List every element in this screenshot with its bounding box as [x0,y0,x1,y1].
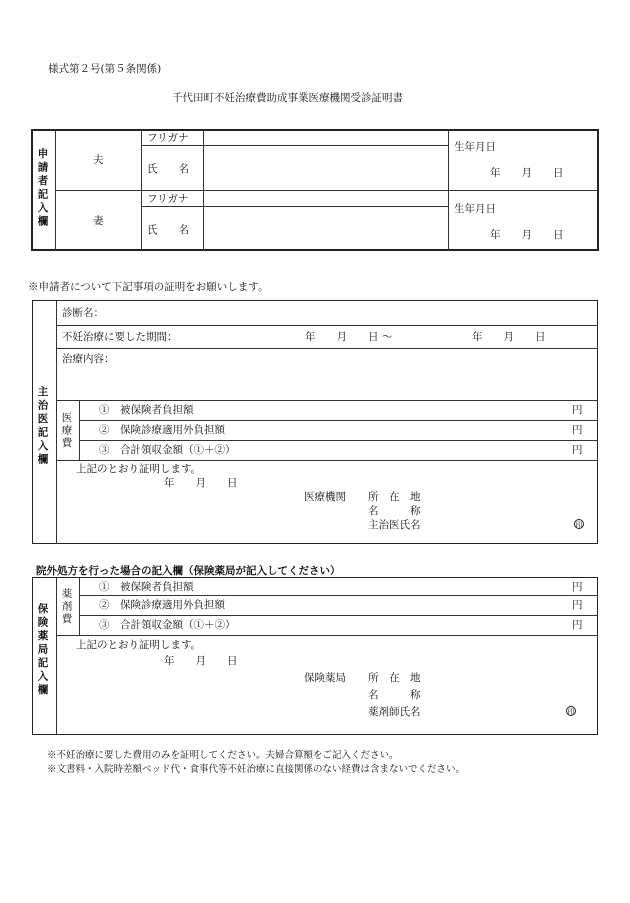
pharmacist-seal-icon: 印 [567,708,575,716]
treatment-content-label: 治療内容： [62,353,115,365]
request-note: ※申請者について下記事項の証明をお願いします。 [28,281,269,293]
pharmacy-insured-burden-label: ① 被保険者負担額 [99,581,194,593]
treatment-content-field[interactable] [120,350,596,398]
wife-name-field[interactable] [204,208,447,249]
pharmacy-non-covered-label: ② 保険診療適用外負担額 [99,599,225,611]
pharmacy-heading: 院外処方を行った場合の記入欄（保険薬局が記入してください） [36,565,341,577]
applicant-section-label: 申請者記入欄 [36,148,49,229]
footer-note-1: ※不妊治療に要した費用のみを証明してください。夫婦合算額をご記入ください。 [47,750,399,761]
pharmacy-insured-burden-yen: 円 [572,581,583,593]
wife-furigana-field[interactable] [204,192,447,205]
drug-cost-label: 薬剤費 [60,588,73,626]
pharmacy-section-label: 保険薬局記入欄 [36,603,49,698]
husband-name-label: 氏 名 [147,163,189,175]
husband-furigana-label: フリガナ [147,132,189,144]
doctor-insured-burden-label: ① 被保険者負担額 [99,404,194,416]
medical-institution-label: 医療機関 [304,491,346,503]
doctor-org-name-label: 名 称 [368,505,421,517]
doctor-total-yen: 円 [572,444,583,456]
footer-note-2: ※文書料・入院時差額ベッド代・食事代等不妊治療に直接関係のない経費は含まないでください。 [47,764,466,775]
doctor-seal-icon: 印 [575,521,583,529]
doctor-insured-burden-yen: 円 [572,404,583,416]
doctor-non-covered-yen: 円 [572,424,583,436]
pharmacy-org-name-label: 名 称 [368,689,421,701]
treatment-period-label: 不妊治療に要した期間： [62,331,178,343]
diagnosis-field[interactable] [120,302,596,323]
wife-label: 妻 [93,215,104,227]
diagnosis-label: 診断名： [62,307,104,319]
medical-cost-label: 医療費 [60,412,73,450]
wife-birthdate-label: 生年月日 [454,203,496,215]
pharmacist-name-label: 薬剤師氏名 [368,706,421,718]
pharmacy-institution-label: 保険薬局 [304,672,346,684]
pharmacy-total-yen: 円 [572,619,583,631]
doctor-section-label: 主治医記入欄 [36,386,49,467]
pharmacy-certify-date[interactable]: 年 月 日 [164,655,238,667]
husband-birthdate-label: 生年月日 [454,141,496,153]
doctor-non-covered-label: ② 保険診療適用外負担額 [99,424,225,436]
doctor-address-label: 所 在 地 [368,491,421,503]
treatment-period-from[interactable]: 年 月 日 〜 [305,331,393,343]
pharmacy-non-covered-yen: 円 [572,599,583,611]
page-title: 千代田町不妊治療費助成事業医療機関受診証明書 [172,92,403,104]
pharmacy-certify-text: 上記のとおり証明します。 [76,639,202,651]
husband-label: 夫 [93,154,104,166]
pharmacy-total-label: ③ 合計領収金額（①＋②） [99,619,236,631]
wife-birthdate-field[interactable]: 年 月 日 [490,229,564,241]
husband-birthdate-field[interactable]: 年 月 日 [490,167,564,179]
doctor-total-label: ③ 合計領収金額（①＋②） [99,444,236,456]
pharmacy-address-label: 所 在 地 [368,672,421,684]
husband-furigana-field[interactable] [204,131,447,144]
wife-name-label: 氏 名 [147,224,189,236]
treatment-period-to[interactable]: 年 月 日 [472,331,546,343]
husband-name-field[interactable] [204,147,447,189]
doctor-certify-date[interactable]: 年 月 日 [164,477,238,489]
form-number: 様式第２号(第５条関係) [48,63,162,75]
doctor-name-label: 主治医氏名 [368,519,421,531]
doctor-certify-text: 上記のとおり証明します。 [76,463,202,475]
wife-furigana-label: フリガナ [147,193,189,205]
